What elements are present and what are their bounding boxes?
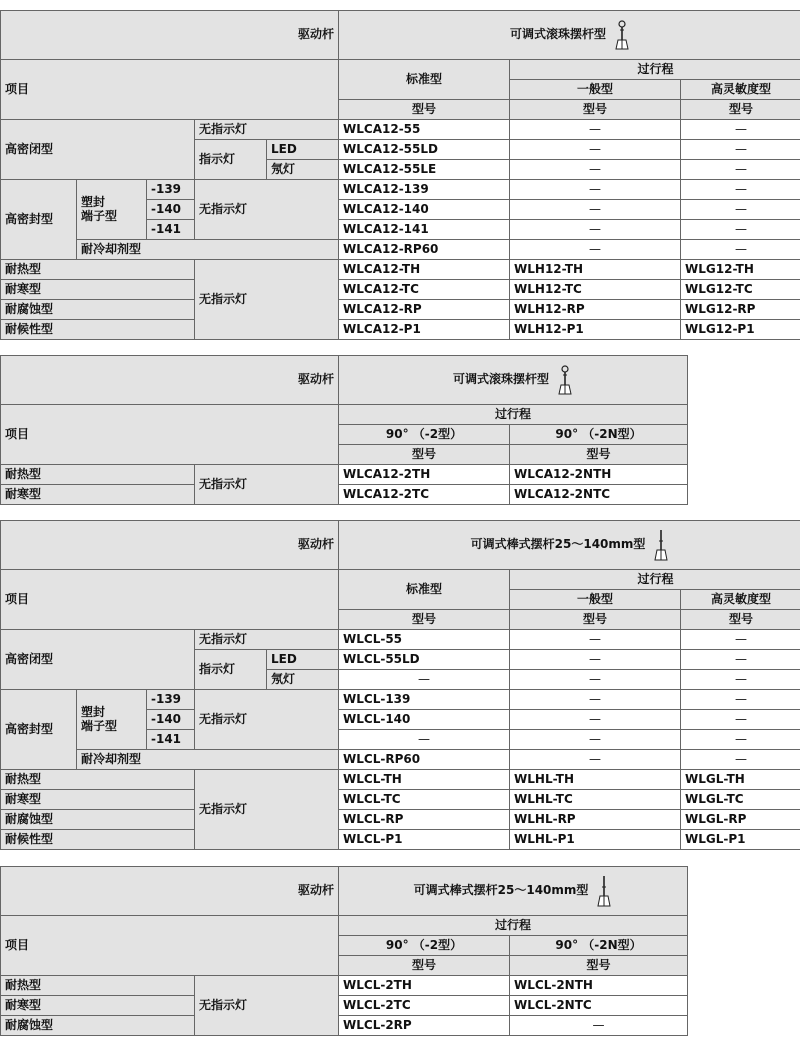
spec-table-roller-lever xyxy=(0,10,800,340)
model-cell: — xyxy=(681,200,800,220)
row-label-no-indicator: 无指示灯 xyxy=(195,690,339,750)
row-label-high-seal: 高密封型 xyxy=(1,180,77,260)
model-cell: WLCL-TC xyxy=(339,790,510,810)
model-cell: WLCL-RP60 xyxy=(339,750,510,770)
adjustable-roller-lever-icon xyxy=(614,20,630,50)
row-label-led: LED xyxy=(267,140,339,160)
model-cell: WLCL-2NTH xyxy=(510,976,688,996)
row-label-molded xyxy=(77,180,147,240)
model-cell: WLCA12-P1 xyxy=(339,320,510,340)
item-label: 项目 xyxy=(1,570,339,630)
model-cell: — xyxy=(510,730,681,750)
row-label-corrosion: 耐腐蚀型 xyxy=(1,810,195,830)
deg-2-label: 90° （-2型） xyxy=(339,425,510,445)
model-cell: WLHL-P1 xyxy=(510,830,681,850)
model-cell: WLHL-TH xyxy=(510,770,681,790)
overtravel-label: 过行程 xyxy=(339,916,688,936)
model-cell: WLCA12-55 xyxy=(339,120,510,140)
model-cell: — xyxy=(681,220,800,240)
model-cell: — xyxy=(510,650,681,670)
model-cell: WLCA12-TH xyxy=(339,260,510,280)
row-label-coolant: 耐冷却剂型 xyxy=(77,750,339,770)
model-cell: — xyxy=(681,690,800,710)
model-cell: WLCA12-140 xyxy=(339,200,510,220)
molded-line2: 端子型 xyxy=(81,208,118,223)
model-cell: WLCA12-TC xyxy=(339,280,510,300)
row-label-heat: 耐热型 xyxy=(1,260,195,280)
row-label-139: -139 xyxy=(147,690,195,710)
model-cell: — xyxy=(510,690,681,710)
row-label-neon: 氖灯 xyxy=(267,670,339,690)
model-cell: WLH12-P1 xyxy=(510,320,681,340)
lever-type-title: 可调式滚珠摆杆型 xyxy=(453,372,550,387)
model-label: 型号 xyxy=(510,610,681,630)
model-label: 型号 xyxy=(339,445,510,465)
deg-2-label: 90° （-2型） xyxy=(339,936,510,956)
model-cell: WLCL-140 xyxy=(339,710,510,730)
model-cell: WLCA12-RP xyxy=(339,300,510,320)
model-cell: WLHL-RP xyxy=(510,810,681,830)
model-cell: — xyxy=(681,750,800,770)
model-cell: — xyxy=(510,670,681,690)
model-cell: — xyxy=(339,670,510,690)
high-sensitivity-label: 高灵敏度型 xyxy=(681,80,800,100)
model-cell: WLG12-TC xyxy=(681,280,800,300)
model-cell: WLCL-RP xyxy=(339,810,510,830)
model-cell: — xyxy=(510,200,681,220)
row-label-coolant: 耐冷却剂型 xyxy=(77,240,339,260)
row-label-no-indicator: 无指示灯 xyxy=(195,630,339,650)
row-label-cold: 耐寒型 xyxy=(1,790,195,810)
model-label: 型号 xyxy=(339,956,510,976)
row-label-corrosion: 耐腐蚀型 xyxy=(1,300,195,320)
model-cell: — xyxy=(681,140,800,160)
model-cell: WLGL-P1 xyxy=(681,830,800,850)
row-label-140: -140 xyxy=(147,200,195,220)
model-cell: — xyxy=(339,730,510,750)
row-label-heat: 耐热型 xyxy=(1,465,195,485)
model-label: 型号 xyxy=(681,100,800,120)
row-label-no-indicator: 无指示灯 xyxy=(195,120,339,140)
adjustable-rod-lever-icon xyxy=(596,875,612,907)
model-cell: — xyxy=(510,140,681,160)
overtravel-label: 过行程 xyxy=(339,405,688,425)
row-label-heat: 耐热型 xyxy=(1,770,195,790)
model-label: 型号 xyxy=(510,956,688,976)
row-label-cold: 耐寒型 xyxy=(1,996,195,1016)
general-type-label: 一般型 xyxy=(510,80,681,100)
row-label-no-indicator: 无指示灯 xyxy=(195,976,339,1036)
row-label-corrosion: 耐腐蚀型 xyxy=(1,1016,195,1036)
model-cell: — xyxy=(681,650,800,670)
actuator-label: 驱动杆 xyxy=(1,521,339,570)
model-cell: WLCA12-RP60 xyxy=(339,240,510,260)
model-cell: WLCL-55LD xyxy=(339,650,510,670)
model-cell: WLG12-P1 xyxy=(681,320,800,340)
lever-type-title: 可调式滚珠摆杆型 xyxy=(510,27,607,42)
model-cell: — xyxy=(681,670,800,690)
row-label-no-indicator: 无指示灯 xyxy=(195,180,339,240)
deg-2n-label: 90° （-2N型） xyxy=(510,425,688,445)
model-cell: WLHL-TC xyxy=(510,790,681,810)
actuator-label: 驱动杆 xyxy=(1,867,339,916)
standard-type-label: 标准型 xyxy=(339,60,510,100)
model-cell: WLCL-TH xyxy=(339,770,510,790)
row-label-sealed: 高密闭型 xyxy=(1,630,195,690)
row-label-led: LED xyxy=(267,650,339,670)
adjustable-roller-lever-icon xyxy=(557,365,573,395)
model-label: 型号 xyxy=(681,610,800,630)
row-label-indicator: 指示灯 xyxy=(195,650,267,690)
item-label: 项目 xyxy=(1,405,339,465)
model-cell: WLGL-RP xyxy=(681,810,800,830)
row-label-141: -141 xyxy=(147,730,195,750)
model-cell: WLCL-2RP xyxy=(339,1016,510,1036)
model-cell: — xyxy=(510,220,681,240)
model-label: 型号 xyxy=(339,100,510,120)
model-cell: WLCL-2TC xyxy=(339,996,510,1016)
model-label: 型号 xyxy=(510,100,681,120)
spec-table-rod-lever-90deg xyxy=(0,866,688,1036)
model-cell: — xyxy=(510,180,681,200)
model-cell: — xyxy=(510,1016,688,1036)
row-label-140: -140 xyxy=(147,710,195,730)
model-cell: — xyxy=(510,750,681,770)
model-cell: WLGL-TC xyxy=(681,790,800,810)
actuator-label: 驱动杆 xyxy=(1,356,339,405)
model-cell: — xyxy=(681,730,800,750)
general-type-label: 一般型 xyxy=(510,590,681,610)
lever-type-header xyxy=(339,521,800,570)
row-label-cold: 耐寒型 xyxy=(1,280,195,300)
row-label-neon: 氖灯 xyxy=(267,160,339,180)
row-label-no-indicator: 无指示灯 xyxy=(195,260,339,340)
row-label-141: -141 xyxy=(147,220,195,240)
model-cell: WLG12-TH xyxy=(681,260,800,280)
model-cell: WLCL-2NTC xyxy=(510,996,688,1016)
row-label-no-indicator: 无指示灯 xyxy=(195,465,339,505)
row-label-high-seal: 高密封型 xyxy=(1,690,77,770)
model-cell: — xyxy=(510,630,681,650)
model-cell: — xyxy=(681,710,800,730)
row-label-weather: 耐候性型 xyxy=(1,320,195,340)
model-cell: WLCA12-2NTC xyxy=(510,485,688,505)
model-cell: WLCL-P1 xyxy=(339,830,510,850)
row-label-139: -139 xyxy=(147,180,195,200)
model-cell: WLCA12-55LE xyxy=(339,160,510,180)
model-cell: — xyxy=(510,710,681,730)
molded-line2: 端子型 xyxy=(81,718,118,733)
lever-type-title: 可调式棒式摆杆25～140mm型 xyxy=(470,537,646,552)
row-label-weather: 耐候性型 xyxy=(1,830,195,850)
lever-type-title: 可调式棒式摆杆25～140mm型 xyxy=(413,883,589,898)
molded-line1: 塑封 xyxy=(81,195,106,210)
spec-table-roller-lever-90deg xyxy=(0,355,688,505)
model-cell: — xyxy=(681,120,800,140)
model-cell: — xyxy=(510,120,681,140)
overtravel-label: 过行程 xyxy=(510,60,800,80)
overtravel-label: 过行程 xyxy=(510,570,800,590)
spec-table-rod-lever xyxy=(0,520,800,850)
model-cell: WLH12-TC xyxy=(510,280,681,300)
model-cell: WLH12-TH xyxy=(510,260,681,280)
high-sensitivity-label: 高灵敏度型 xyxy=(681,590,800,610)
model-cell: WLCA12-2TH xyxy=(339,465,510,485)
model-cell: WLG12-RP xyxy=(681,300,800,320)
model-cell: WLH12-RP xyxy=(510,300,681,320)
item-label: 项目 xyxy=(1,60,339,120)
model-cell: — xyxy=(681,180,800,200)
actuator-label: 驱动杆 xyxy=(1,11,339,60)
model-label: 型号 xyxy=(339,610,510,630)
model-cell: — xyxy=(681,630,800,650)
model-cell: — xyxy=(510,160,681,180)
model-cell: WLCA12-141 xyxy=(339,220,510,240)
row-label-sealed: 高密闭型 xyxy=(1,120,195,180)
model-cell: WLGL-TH xyxy=(681,770,800,790)
model-cell: — xyxy=(681,240,800,260)
row-label-heat: 耐热型 xyxy=(1,976,195,996)
model-cell: WLCL-55 xyxy=(339,630,510,650)
model-label: 型号 xyxy=(510,445,688,465)
model-cell: WLCA12-55LD xyxy=(339,140,510,160)
row-label-molded xyxy=(77,690,147,750)
model-cell: — xyxy=(681,160,800,180)
item-label: 项目 xyxy=(1,916,339,976)
model-cell: WLCA12-139 xyxy=(339,180,510,200)
lever-type-header xyxy=(339,356,688,405)
row-label-no-indicator: 无指示灯 xyxy=(195,770,339,850)
adjustable-rod-lever-icon xyxy=(653,529,669,561)
model-cell: WLCA12-2NTH xyxy=(510,465,688,485)
row-label-cold: 耐寒型 xyxy=(1,485,195,505)
lever-type-header xyxy=(339,867,688,916)
deg-2n-label: 90° （-2N型） xyxy=(510,936,688,956)
lever-type-header xyxy=(339,11,800,60)
model-cell: — xyxy=(510,240,681,260)
standard-type-label: 标准型 xyxy=(339,570,510,610)
model-cell: WLCA12-2TC xyxy=(339,485,510,505)
model-cell: WLCL-139 xyxy=(339,690,510,710)
molded-line1: 塑封 xyxy=(81,705,106,720)
model-cell: WLCL-2TH xyxy=(339,976,510,996)
row-label-indicator: 指示灯 xyxy=(195,140,267,180)
